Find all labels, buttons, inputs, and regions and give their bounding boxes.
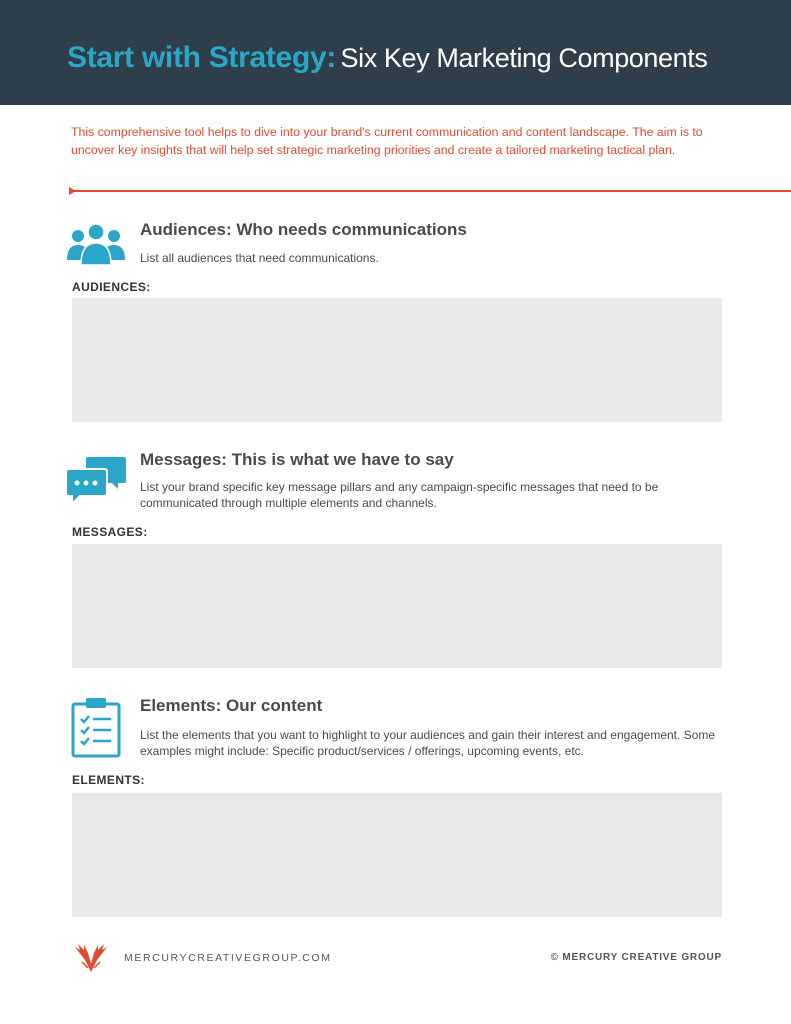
intro-rule [71,190,791,192]
footer-copyright: © MERCURY CREATIVE GROUP [550,952,722,963]
title-light: Six Key Marketing Components [340,43,708,73]
audience-people-icon [66,222,126,266]
messages-heading: Messages: This is what we have to say [140,450,454,469]
messages-field-label: MESSAGES: [72,525,148,539]
page-title [67,38,707,83]
audiences-field[interactable] [72,298,722,422]
page-header [0,0,791,105]
elements-description: List the elements that you want to highlight to your audiences and gain their interest and engagement. Some examples might include: Specific product/services / offerings, upcoming events, etc. [140,728,716,758]
intro-text: This comprehensive tool helps to dive into your brand's current communication and content landscape. The aim is to uncover key insights that will help set strategic marketing priorities and create a tailored marketing tactical plan. [71,125,703,157]
messages-field[interactable] [72,544,722,668]
elements-field[interactable] [72,793,722,917]
audiences-field-label: AUDIENCES: [72,280,151,294]
elements-heading: Elements: Our content [140,696,323,715]
chat-bubbles-icon [66,455,128,505]
title-strong: Start with Strategy: [67,41,337,74]
audiences-heading: Audiences: Who needs communications [140,220,467,239]
footer-url[interactable]: MERCURYCREATIVEGROUP.COM [124,952,332,964]
mercury-wings-logo [72,942,110,974]
messages-description: List your brand specific key message pillars and any campaign-specific messages that need to be communicated through multiple elements and channels. [140,480,659,510]
audiences-description: List all audiences that need communications. [140,251,379,265]
clipboard-checklist-icon [71,697,123,759]
elements-field-label: ELEMENTS: [72,773,145,787]
